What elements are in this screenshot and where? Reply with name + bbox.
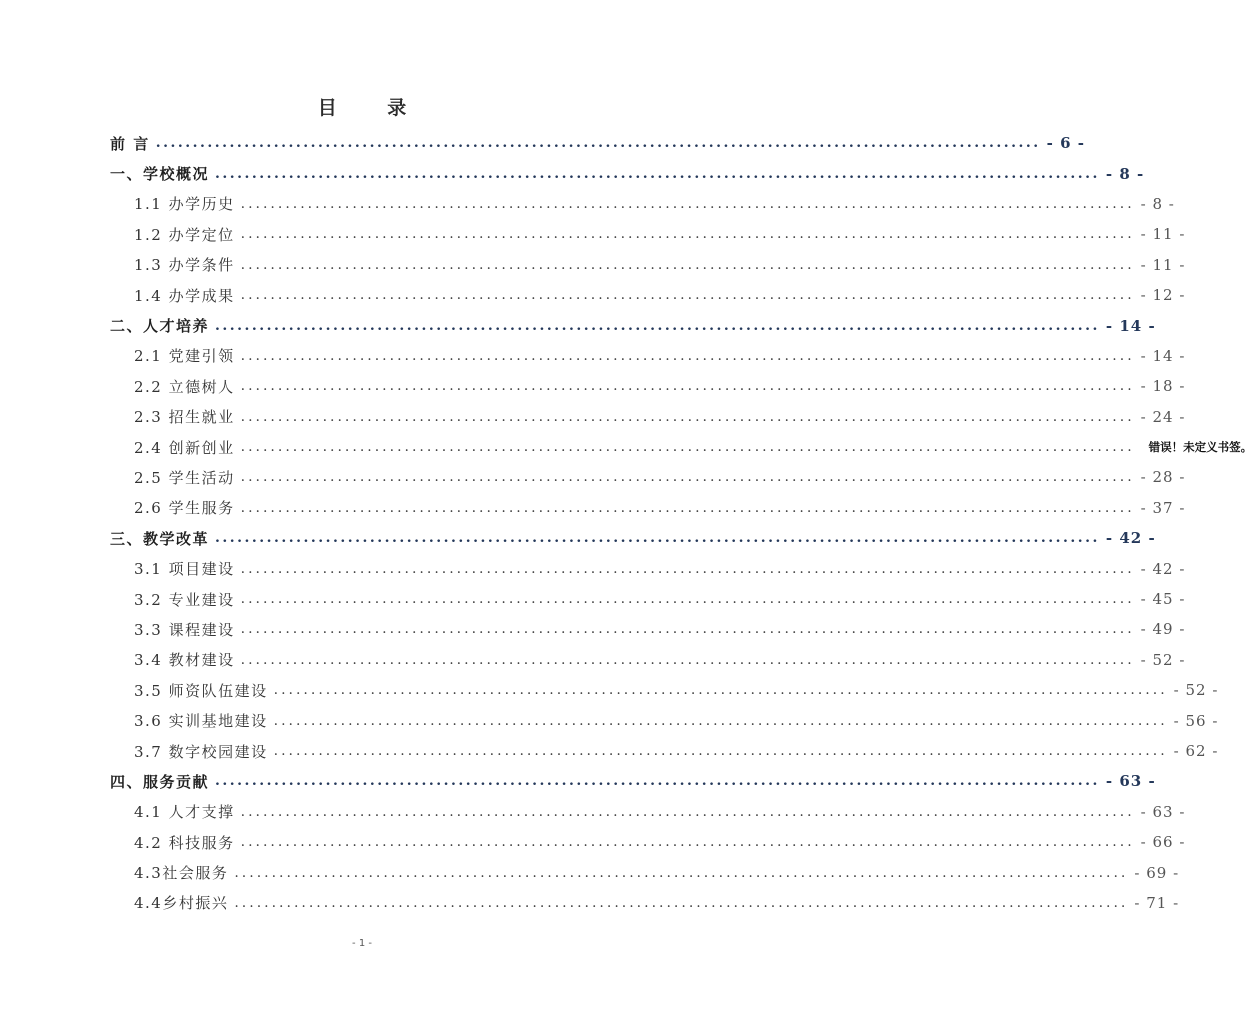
toc-dot-leader: ........................................................................................................................ (215, 317, 1100, 334)
toc-page-number: - 52 - (1140, 650, 1186, 669)
toc-page-number: - 6 - (1046, 134, 1085, 153)
toc-page-number: - 14 - (1140, 346, 1186, 365)
toc-entry-line (110, 128, 1085, 158)
toc-entry-label: 4.2 科技服务 (134, 833, 235, 852)
toc-chapter-entry[interactable] (0, 523, 1156, 553)
toc-bookmark-error: 错误！未定义书签。 (1148, 440, 1252, 455)
toc-entry-label: 前 言 (110, 134, 150, 153)
toc-section-entry[interactable] (0, 280, 1186, 310)
toc-entry-line (134, 736, 1219, 766)
toc-dot-leader: ........................................................................................................................ (273, 712, 1168, 729)
toc-page-number: - 18 - (1140, 377, 1186, 396)
toc-entry-label: 4.3社会服务 (134, 864, 229, 883)
toc-entry-line (134, 371, 1186, 401)
toc-entry-label: 3.3 课程建设 (134, 620, 235, 639)
toc-section-entry[interactable] (0, 675, 1219, 705)
toc-dot-leader: ........................................................................................................................ (234, 864, 1129, 881)
toc-section-entry[interactable] (0, 493, 1186, 523)
toc-section-entry[interactable] (0, 341, 1186, 371)
page-number-footer: - 1 - (352, 938, 372, 949)
toc-page-number: - 71 - (1134, 893, 1180, 912)
toc-section-entry[interactable] (0, 584, 1186, 614)
toc-dot-leader: ........................................................................................................................ (273, 743, 1168, 759)
toc-dot-leader: ........................................................................................................................ (240, 347, 1135, 364)
toc-page-number: - 11 - (1140, 255, 1186, 274)
toc-page-number: - 63 - (1105, 772, 1156, 791)
toc-section-entry[interactable] (0, 250, 1186, 280)
toc-entry-label: 二、人才培养 (110, 317, 210, 336)
toc-entry-line (110, 158, 1145, 188)
toc-entry-line (134, 584, 1186, 614)
toc-entry-label: 三、教学改革 (110, 529, 210, 548)
toc-entry-line (134, 827, 1186, 857)
toc-page-number: - 69 - (1134, 863, 1180, 882)
toc-section-entry[interactable] (0, 432, 1252, 462)
toc-dot-leader: ........................................................................................................................ (273, 682, 1168, 699)
toc-dot-leader: ........................................................................................................................ (240, 560, 1135, 577)
toc-entry-label: 1.4 办学成果 (134, 286, 235, 305)
toc-section-entry[interactable] (0, 614, 1186, 644)
toc-entry-label: 一、学校概况 (110, 165, 210, 184)
toc-entry-label: 2.4 创新创业 (134, 438, 235, 457)
toc-page-number: - 52 - (1173, 681, 1219, 700)
toc-entry-label: 2.1 党建引领 (134, 347, 235, 366)
table-of-contents (0, 128, 1252, 918)
toc-section-entry[interactable] (0, 219, 1186, 249)
toc-page-number: - 14 - (1105, 316, 1156, 335)
toc-dot-leader: ........................................................................................................................ (240, 226, 1135, 243)
toc-dot-leader: ........................................................................................................................ (240, 287, 1135, 304)
toc-entry-label: 1.1 办学历史 (134, 195, 235, 214)
toc-entry-line (134, 432, 1252, 462)
toc-dot-leader: ........................................................................................................................ (215, 530, 1100, 547)
toc-entry-label: 2.2 立德树人 (134, 377, 235, 396)
toc-dot-leader: ........................................................................................................................ (240, 195, 1135, 212)
toc-page-number: - 63 - (1140, 802, 1186, 821)
toc-entry-line (134, 553, 1186, 583)
toc-chapter-entry[interactable] (0, 158, 1145, 188)
toc-entry-line (134, 280, 1186, 310)
toc-dot-leader: ........................................................................................................................ (240, 378, 1135, 395)
toc-page-number: - 11 - (1140, 225, 1186, 244)
toc-title: 目 录 (317, 97, 429, 119)
toc-entry-label: 1.3 办学条件 (134, 256, 235, 275)
toc-page-number: - 42 - (1105, 529, 1156, 548)
toc-entry-label: 3.6 实训基地建设 (134, 712, 268, 731)
toc-entry-line (134, 675, 1219, 705)
toc-entry-line (134, 705, 1219, 735)
toc-dot-leader: ........................................................................................................................ (240, 408, 1135, 425)
toc-dot-leader: ........................................................................................................................ (240, 591, 1135, 608)
toc-section-entry[interactable] (0, 705, 1219, 735)
toc-entry-label: 4.4乡村振兴 (134, 894, 229, 913)
toc-dot-leader: ........................................................................................................................ (240, 469, 1135, 486)
toc-page-number: - 66 - (1140, 833, 1186, 852)
toc-dot-leader: ........................................................................................................................ (155, 135, 1041, 152)
toc-entry-line (134, 402, 1186, 432)
toc-page-number: - 49 - (1140, 620, 1186, 639)
toc-entry-label: 1.2 办学定位 (134, 225, 235, 244)
toc-entry-label: 四、服务贡献 (110, 772, 210, 791)
toc-page-number: - 12 - (1140, 286, 1186, 305)
toc-page-number: - 8 - (1105, 164, 1145, 183)
toc-entry-label: 3.2 专业建设 (134, 590, 235, 609)
toc-entry-line (134, 857, 1180, 887)
toc-entry-line (110, 766, 1156, 796)
toc-dot-leader: ........................................................................................................................ (234, 894, 1129, 911)
toc-entry-line (134, 797, 1186, 827)
toc-dot-leader: ........................................................................................................................ (240, 621, 1135, 638)
toc-section-entry[interactable] (0, 402, 1186, 432)
toc-entry-label: 2.3 招生就业 (134, 408, 235, 427)
toc-chapter-entry[interactable] (0, 128, 1085, 158)
toc-section-entry[interactable] (0, 462, 1186, 492)
toc-section-entry[interactable] (0, 888, 1180, 918)
toc-page-number: - 37 - (1140, 498, 1186, 517)
toc-dot-leader: ........................................................................................................................ (240, 651, 1135, 668)
toc-entry-label: 4.1 人才支撑 (134, 803, 235, 822)
toc-section-entry[interactable] (0, 189, 1175, 219)
toc-page-number: - 28 - (1140, 468, 1186, 487)
toc-section-entry[interactable] (0, 857, 1180, 887)
toc-section-entry[interactable] (0, 797, 1186, 827)
toc-chapter-entry[interactable] (0, 310, 1156, 340)
toc-page-number: - 62 - (1173, 742, 1219, 760)
toc-section-entry[interactable] (0, 736, 1219, 766)
toc-entry-label: 2.6 学生服务 (134, 499, 235, 518)
toc-page-number: - 42 - (1140, 559, 1186, 578)
toc-chapter-entry[interactable] (0, 766, 1156, 796)
toc-entry-line (110, 310, 1156, 340)
toc-page-number: - 45 - (1140, 590, 1186, 609)
toc-entry-line (134, 341, 1186, 371)
toc-dot-leader: ........................................................................................................................ (240, 499, 1135, 516)
toc-dot-leader: ........................................................................................................................ (240, 256, 1135, 273)
toc-entry-line (134, 219, 1186, 249)
toc-entry-line (134, 189, 1175, 219)
toc-dot-leader: ........................................................................................................................ (240, 834, 1135, 851)
toc-entry-line (134, 250, 1186, 280)
toc-dot-leader: ........................................................................................................................ (240, 439, 1135, 456)
toc-page-number: - 8 - (1140, 194, 1175, 213)
toc-entry-line (134, 888, 1180, 918)
toc-entry-label: 3.5 师资队伍建设 (134, 681, 268, 700)
toc-entry-line (110, 523, 1156, 553)
toc-entry-label: 3.7 数字校园建设 (134, 742, 268, 761)
toc-page-number: - 56 - (1173, 711, 1219, 730)
toc-entry-line (134, 645, 1186, 675)
toc-page-number: - 24 - (1140, 407, 1186, 426)
toc-dot-leader: ........................................................................................................................ (215, 773, 1100, 790)
toc-entry-line (134, 614, 1186, 644)
toc-section-entry[interactable] (0, 371, 1186, 401)
toc-dot-leader: ........................................................................................................................ (240, 803, 1135, 820)
toc-entry-label: 2.5 学生活动 (134, 468, 235, 487)
toc-section-entry[interactable] (0, 553, 1186, 583)
toc-dot-leader: ........................................................................................................................ (215, 165, 1100, 182)
toc-entry-label: 3.4 教材建设 (134, 651, 235, 670)
toc-entry-label: 3.1 项目建设 (134, 560, 235, 579)
toc-section-entry[interactable] (0, 827, 1186, 857)
toc-entry-line (134, 462, 1186, 492)
toc-section-entry[interactable] (0, 645, 1186, 675)
toc-entry-line (134, 493, 1186, 523)
